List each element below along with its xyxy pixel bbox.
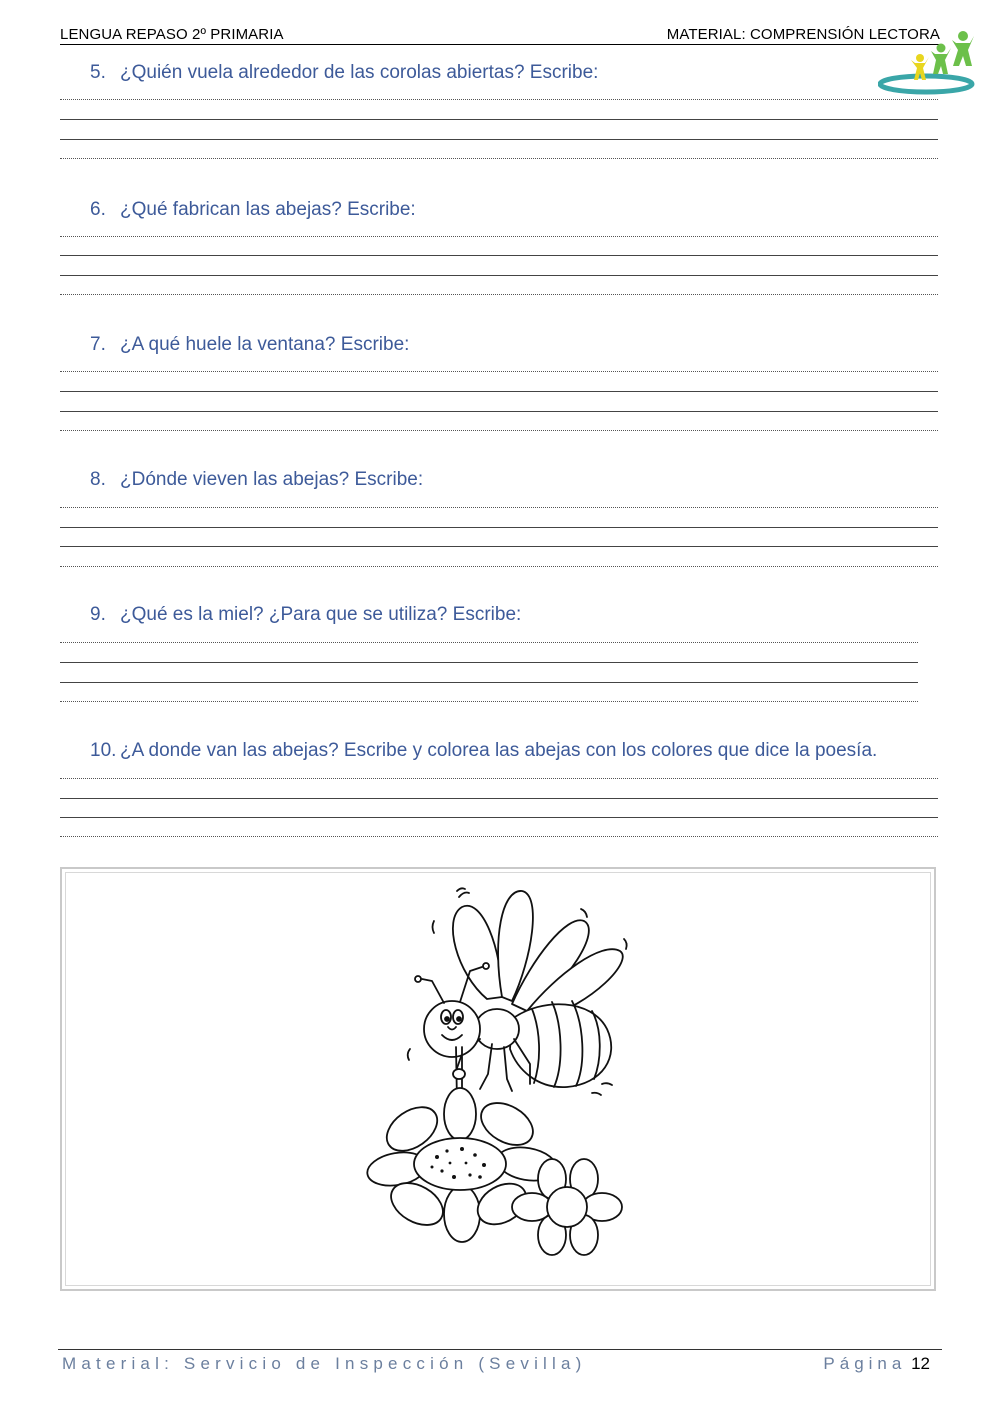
answer-line[interactable] bbox=[60, 798, 938, 799]
answer-line[interactable] bbox=[60, 139, 938, 140]
question-8 bbox=[60, 469, 940, 579]
answer-line[interactable] bbox=[60, 836, 938, 837]
answer-line[interactable] bbox=[60, 546, 938, 547]
answer-line[interactable] bbox=[60, 507, 938, 508]
answer-line[interactable] bbox=[60, 817, 938, 818]
question-7-text bbox=[90, 334, 409, 356]
question-number: 8. bbox=[90, 469, 106, 490]
coloring-box bbox=[60, 867, 936, 1291]
answer-line[interactable] bbox=[60, 158, 938, 159]
question-number: 6. bbox=[90, 199, 106, 220]
question-prompt: ¿Quién vuela alrededor de las corolas abiertas? Escribe: bbox=[120, 62, 599, 83]
answer-line[interactable] bbox=[60, 778, 938, 779]
question-number: 10. bbox=[90, 740, 117, 761]
question-prompt: ¿A donde van las abejas? Escribe y colorea las abejas con los colores que dice la poesía. bbox=[120, 740, 878, 761]
answer-line[interactable] bbox=[60, 411, 938, 412]
page-footer bbox=[58, 1349, 942, 1373]
answer-line[interactable] bbox=[60, 294, 938, 295]
answer-line[interactable] bbox=[60, 701, 918, 702]
answer-line[interactable] bbox=[60, 430, 938, 431]
answer-line[interactable] bbox=[60, 662, 918, 663]
question-prompt: ¿Qué es la miel? ¿Para que se utiliza? Escribe: bbox=[120, 604, 522, 625]
question-number: 5. bbox=[90, 62, 106, 83]
question-8-text bbox=[90, 469, 423, 491]
answer-line[interactable] bbox=[60, 99, 938, 100]
question-number: 7. bbox=[90, 334, 106, 355]
answer-line[interactable] bbox=[60, 275, 938, 276]
question-prompt: ¿A qué huele la ventana? Escribe: bbox=[120, 334, 410, 355]
answer-line[interactable] bbox=[60, 527, 938, 528]
question-9 bbox=[60, 604, 940, 714]
question-5 bbox=[60, 62, 940, 172]
page-label: Página bbox=[823, 1354, 907, 1373]
question-prompt: ¿Qué fabrican las abejas? Escribe: bbox=[120, 199, 416, 220]
answer-line[interactable] bbox=[60, 566, 938, 567]
question-6-text bbox=[90, 199, 416, 221]
answer-line[interactable] bbox=[60, 371, 938, 372]
answer-line[interactable] bbox=[60, 119, 938, 120]
page-number: 12 bbox=[911, 1354, 930, 1373]
question-5-text bbox=[90, 62, 598, 84]
answer-line[interactable] bbox=[60, 391, 938, 392]
question-10-text bbox=[90, 740, 877, 762]
answer-line[interactable] bbox=[60, 682, 918, 683]
answer-line[interactable] bbox=[60, 255, 938, 256]
page-header bbox=[60, 24, 940, 45]
page-number-label bbox=[823, 1354, 930, 1374]
question-prompt: ¿Dónde vieven las abejas? Escribe: bbox=[120, 469, 424, 490]
footer-source: Material: Servicio de Inspección (Sevilla) bbox=[62, 1354, 587, 1373]
question-7 bbox=[60, 334, 940, 444]
question-number: 9. bbox=[90, 604, 106, 625]
answer-line[interactable] bbox=[60, 642, 918, 643]
question-6 bbox=[60, 199, 940, 309]
header-subject: LENGUA REPASO 2º PRIMARIA bbox=[60, 26, 284, 43]
bee-on-flower-illustration bbox=[362, 879, 642, 1259]
answer-line[interactable] bbox=[60, 236, 938, 237]
question-10 bbox=[60, 740, 940, 850]
header-material: MATERIAL: COMPRENSIÓN LECTORA bbox=[666, 26, 940, 43]
question-9-text bbox=[90, 604, 521, 626]
